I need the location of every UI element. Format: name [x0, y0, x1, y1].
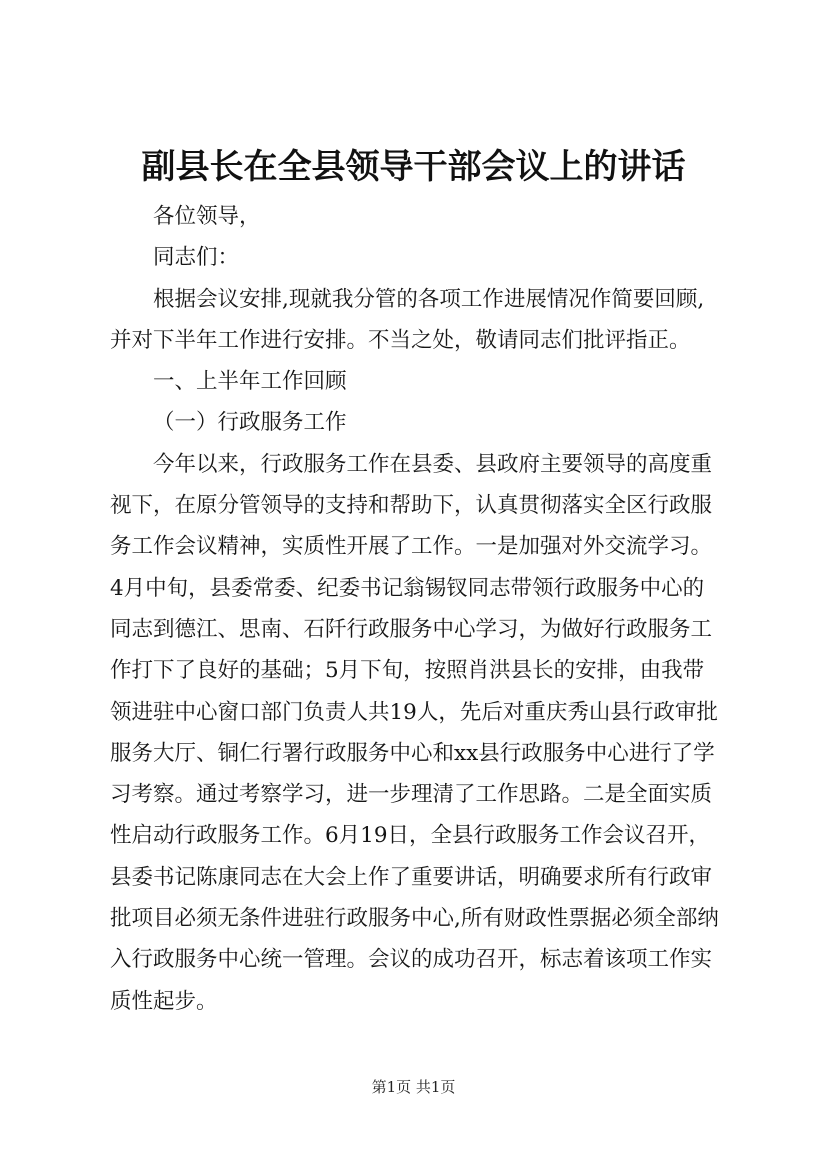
- page-footer: 第1页 共1页: [371, 1078, 456, 1096]
- salutation-comrades: 同志们：: [153, 245, 240, 271]
- intro-paragraph: 根据会议安排,现就我分管的各项工作进展情况作简要回顾,并对下半年工作进行安排。不当之处，敬请同志们批评指正。: [110, 286, 705, 353]
- subsection-heading: （一）行政服务工作: [153, 410, 347, 436]
- section-heading: 一、上半年工作回顾: [153, 369, 347, 395]
- page-title: 副县长在全县领导干部会议上的讲话: [141, 147, 686, 187]
- document-body: [110, 196, 722, 1022]
- admin-service-paragraph: 今年以来，行政服务工作在县委、县政府主要领导的高度重视下，在原分管领导的支持和帮助下，认真贯彻落实全区行政服务工作会议精神，实质性开展了工作。一是加强对外交流学习。4月中旬，县委常委、纪委书记翁锡钗同志带领行政服务中心的同志到德江、思南、石阡行政服务中心学习，为做好行政服务工作打下了良好的基础；5月下旬，按照肖洪县长的安排，由我带领进驻中心窗口部门负责人共19人，先后对重庆秀山县行政审批服务大厅、铜仁行署行政服务中心和xx县行政服务中心进行了学习考察。通过考察学习，进一步理清了工作思路。二是全面实质性启动行政服务工作。6月19日，全县行政服务工作会议召开，县委书记陈康同志在大会上作了重要讲话，明确要求所有行政审批项目必须无条件进驻行政服务中心,所有财政性票据必须全部纳入行政服务中心统一管理。会议的成功召开，标志着该项工作实质性起步。: [110, 451, 719, 1014]
- salutation-leaders: 各位领导，: [153, 204, 261, 229]
